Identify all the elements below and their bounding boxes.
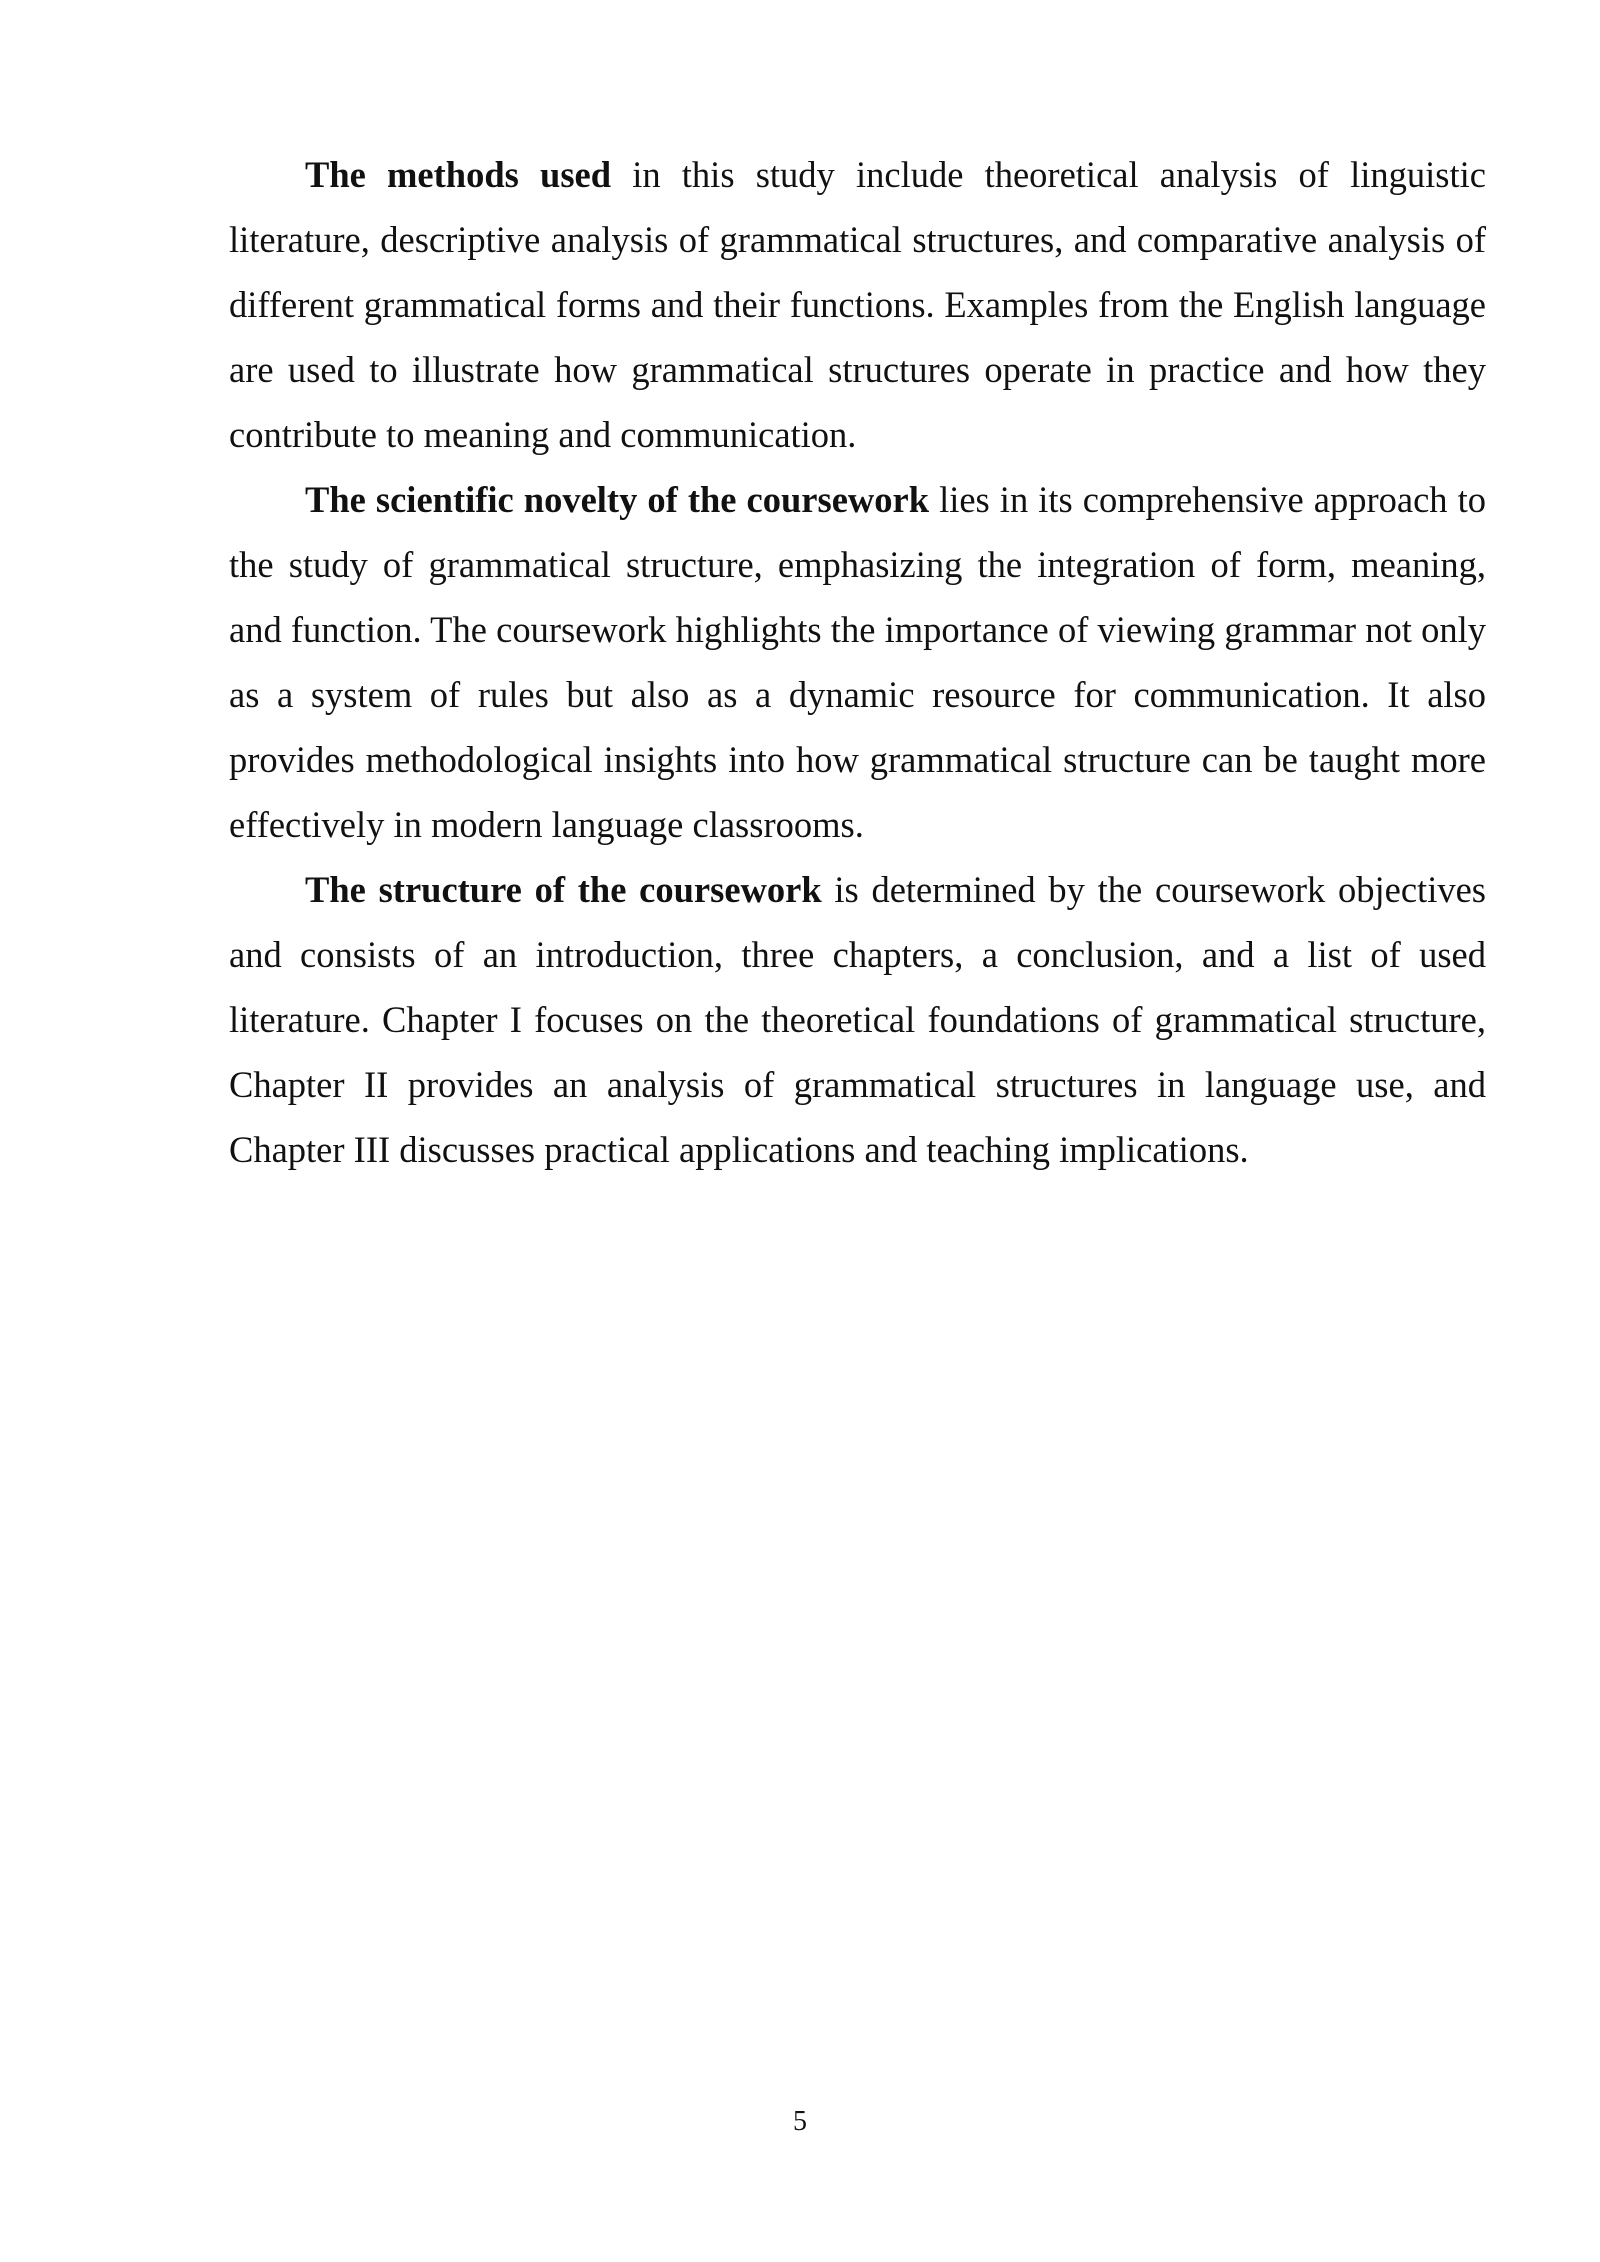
paragraph-lead-structure: The structure of the coursework	[305, 869, 822, 910]
paragraph-novelty	[229, 467, 1486, 857]
paragraph-text-structure: is determined by the coursework objectives and consists of an introduction, three chapters, a conclusion, and a list of used literature. Chapter I focuses on the theoretical foundations of grammatical structure, Chapter II provides an analysis of grammatical structures in language use, and Chapter III discusses practical applications and teaching implications.	[229, 869, 1486, 1170]
paragraph-text-methods: in this study include theoretical analysis of linguistic literature, descriptive analysis of grammatical structures, and comparative analysis of different grammatical forms and their functions. Examples from the English language are used to illustrate how grammatical structures operate in practice and how they contribute to meaning and communication.	[229, 154, 1486, 455]
paragraph-methods	[229, 142, 1486, 467]
page-number: 5	[793, 2106, 807, 2137]
paragraph-text-novelty: lies in its comprehensive approach to the study of grammatical structure, emphasizing the integration of form, meaning, and function. The coursework highlights the importance of viewing grammar not only as a system of rules but also as a dynamic resource for communication. It also provides methodological insights into how grammatical structure can be taught more effectively in modern language classrooms.	[229, 479, 1486, 845]
body-text	[229, 142, 1486, 1182]
paragraph-structure	[229, 857, 1486, 1182]
paragraph-lead-novelty: The scientific novelty of the coursework	[305, 479, 930, 520]
paragraph-lead-methods: The methods used	[305, 154, 612, 195]
